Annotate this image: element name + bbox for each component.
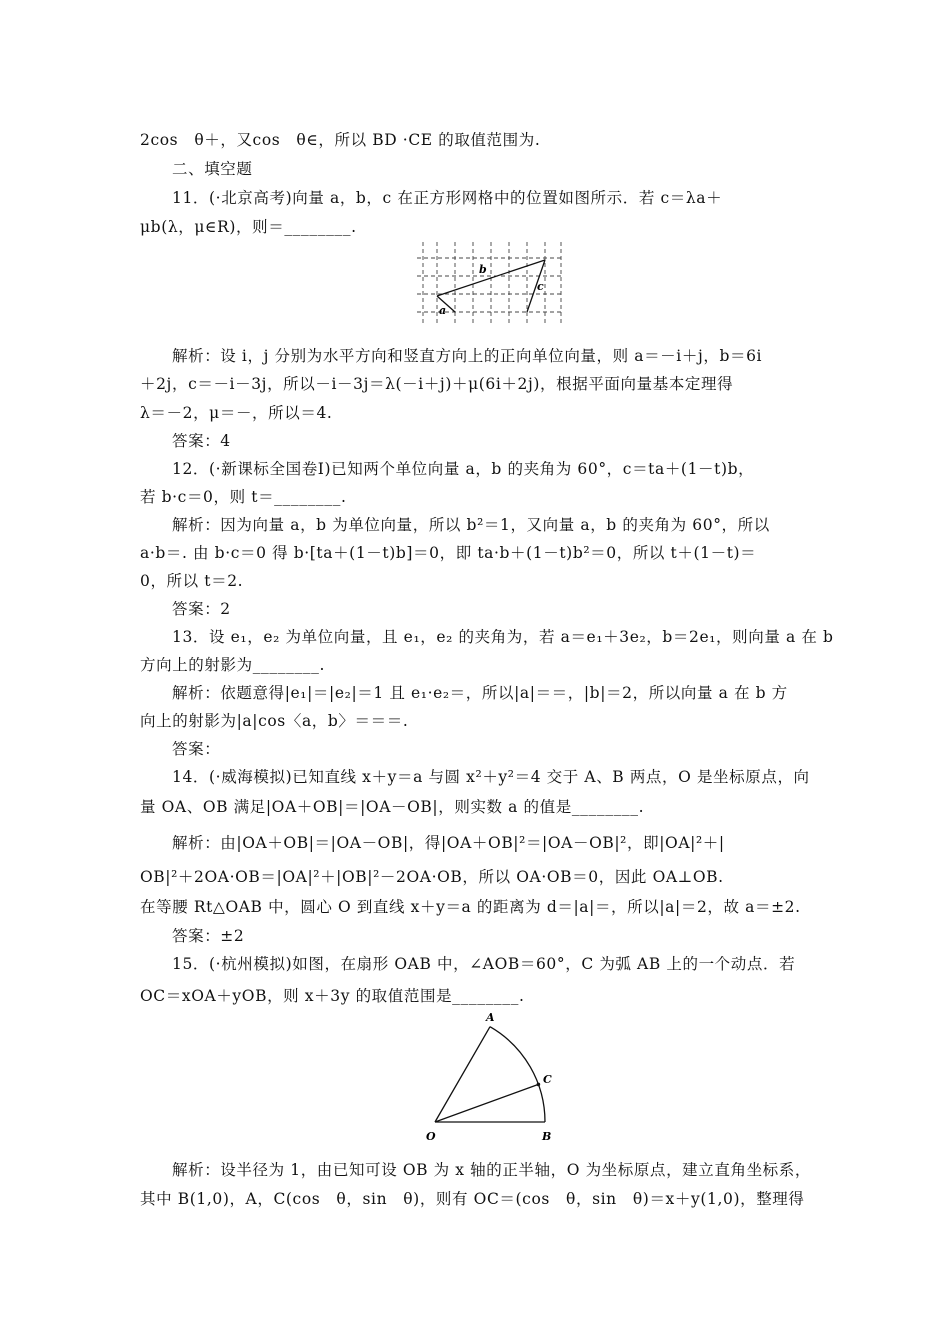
answer-11: 答案：4	[172, 432, 231, 450]
label-point-c: C	[543, 1073, 552, 1086]
solution-13-2: 向上的射影为|a|cos〈a，b〉＝＝＝.	[140, 712, 409, 730]
question-12: 12．(·新课标全国卷Ⅰ)已知两个单位向量 a，b 的夹角为 60°，c＝ta＋(1－t)b，	[172, 460, 755, 478]
solution-13-1: 解析：依题意得|e₁|＝|e₂|＝1 且 e₁·e₂＝，所以|a|＝＝，|b|＝2，所以向量 a 在 b 方	[172, 684, 788, 702]
solution-12-3: 0，所以 t＝2.	[140, 572, 244, 590]
question-13-cont: 方向上的射影为________.	[140, 656, 326, 674]
solution-11-3: λ＝－2，μ＝－，所以＝4.	[140, 404, 333, 422]
question-15: 15．(·杭州模拟)如图，在扇形 OAB 中，∠AOB＝60°，C 为弧 AB 上的一个动点．若	[172, 955, 796, 973]
question-12-cont: 若 b·c＝0，则 t＝________.	[140, 488, 347, 506]
label-b: b	[479, 263, 487, 276]
label-point-b: B	[542, 1130, 552, 1143]
label-a: a	[439, 304, 447, 317]
solution-14-2: OB|²＋2OA·OB＝|OA|²＋|OB|²－2OA·OB，所以 OA·OB＝0，因此 OA⊥OB.	[140, 868, 724, 886]
text-line-1: 2cos θ＋，又cos θ∈，所以 BD ·CE 的取值范围为.	[140, 131, 541, 149]
question-11: 11．(·北京高考)向量 a，b，c 在正方形网格中的位置如图所示．若 c＝λa＋	[172, 189, 723, 207]
sector-figure	[420, 1010, 570, 1145]
arc-ab	[490, 1027, 545, 1122]
solution-11-2: ＋2j，c＝－i－3j，所以－i－3j＝λ(－i＋j)＋μ(6i＋2j)，根据平面向量基本定理得	[140, 375, 734, 393]
solution-14-3: 在等腰 Rt△OAB 中，圆心 O 到直线 x＋y＝a 的距离为 d＝|a|＝，所以|a|＝2，故 a＝±2.	[140, 898, 801, 916]
solution-15-1: 解析：设半径为 1，由已知可设 OB 为 x 轴的正半轴，O 为坐标原点，建立直角坐标系，	[172, 1161, 811, 1179]
section-heading: 二、填空题	[172, 160, 253, 178]
question-11-cont: μb(λ，μ∈R)，则＝________.	[140, 218, 357, 236]
label-point-o: O	[426, 1130, 436, 1143]
solution-14-1: 解析：由|OA＋OB|＝|OA－OB|，得|OA＋OB|²＝|OA－OB|²，即|OA|²＋|	[172, 834, 725, 852]
question-14-cont: 量 OA、OB 满足|OA＋OB|＝|OA－OB|，则实数 a 的值是________.	[140, 798, 645, 816]
solution-12-1: 解析：因为向量 a，b 为单位向量，所以 b²＝1，又向量 a，b 的夹角为 60°，所以	[172, 516, 770, 534]
solution-11-1: 解析：设 i，j 分别为水平方向和竖直方向上的正向单位向量，则 a＝－i＋j，b＝6i	[172, 347, 763, 365]
label-c: c	[537, 280, 544, 293]
solution-12-2: a·b＝. 由 b·c＝0 得 b·[ta＋(1－t)b]＝0，即 ta·b＋(1－t)b²＝0，所以 t＋(1－t)＝	[140, 544, 757, 562]
answer-13: 答案：	[172, 740, 221, 758]
label-point-a: A	[486, 1011, 495, 1024]
segment-oc	[435, 1084, 538, 1122]
solution-15-2: 其中 B(1,0)，A，C(cos θ，sin θ)，则有 OC＝(cos θ，sin θ)＝x＋y(1,0)，整理得	[140, 1190, 805, 1208]
point-c	[537, 1083, 541, 1087]
answer-12: 答案：2	[172, 600, 231, 618]
answer-14: 答案：±2	[172, 927, 245, 945]
question-15-cont: OC＝xOA＋yOB，则 x＋3y 的取值范围是________.	[140, 987, 525, 1005]
question-14: 14．(·威海模拟)已知直线 x＋y＝a 与圆 x²＋y²＝4 交于 A、B 两点，O 是坐标原点，向	[172, 768, 810, 786]
radius-oa	[435, 1027, 490, 1122]
vector-grid-figure	[415, 240, 565, 325]
question-13: 13．设 e₁，e₂ 为单位向量，且 e₁，e₂ 的夹角为，若 a＝e₁＋3e₂，b＝2e₁，则向量 a 在 b	[172, 628, 834, 646]
